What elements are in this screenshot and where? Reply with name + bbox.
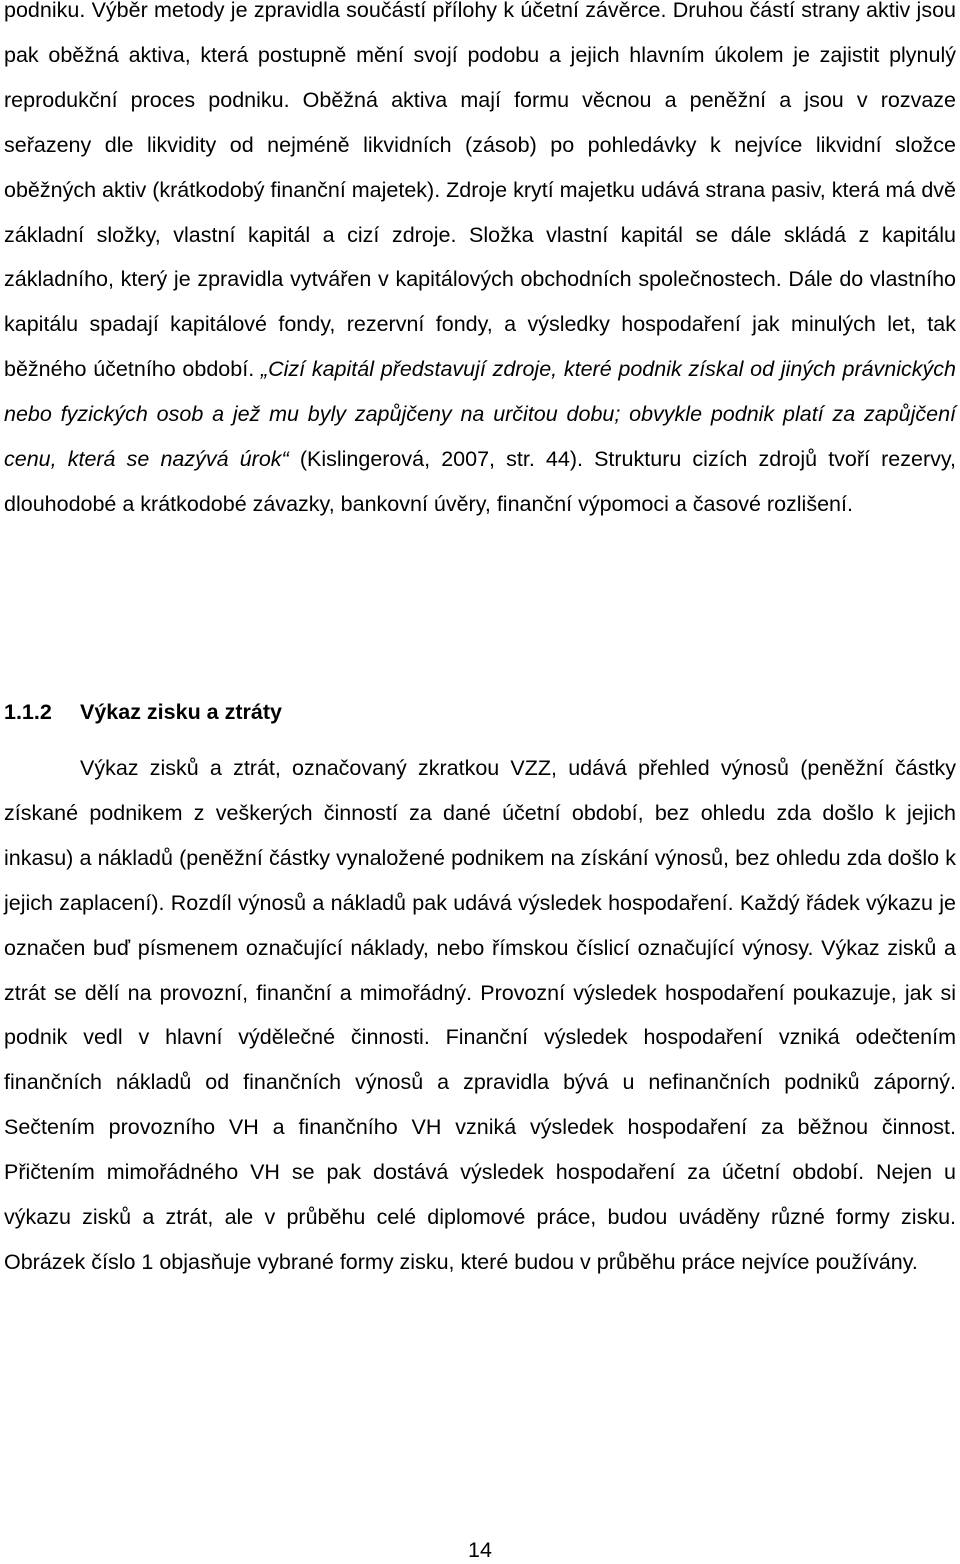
section-number: 1.1.2 xyxy=(4,700,52,724)
body-paragraph xyxy=(4,0,956,527)
section-title: Výkaz zisku a ztráty xyxy=(80,700,282,724)
paragraph-text: podniku. Výběr metody je zpravidla součástí přílohy k účetní závěrce. Druhou částí strany aktiv jsou pak oběžná aktiva, která postupně mění svojí podobu a jejich hlavním úkolem je zajistit plynulý reprodukční proces podniku. Oběžná aktiva mají formu věcnou a peněžní a jsou v rozvaze seřazeny dle likvidity od nejméně likvidních (zásob) po pohledávky k nejvíce likvidní složce oběžných aktiv (krátkodobý finanční majetek). Zdroje krytí majetku udává strana pasiv, která má dvě základní složky, vlastní kapitál a cizí zdroje. Složka vlastní kapitál se dále skládá z kapitálu základního, který je zpravidla vytvářen v kapitálových obchodních společnostech. Dále do vlastního kapitálu spadají kapitálové fondy, rezervní fondy, a výsledky hospodaření jak minulých let, tak běžného účetního období. xyxy=(4,0,957,382)
quotation-text: „Cizí kapitál představují zdroje, které podnik získal od jiných právnických nebo fyzických osob a jež mu byly zapůjčeny na určitou dobu; obvykle podnik platí za zapůjčení cenu, která se nazývá úrok“ xyxy=(4,357,956,472)
paragraph-text: (Kislingerová, 2007, str. 44). Strukturu cizích zdrojů tvoří rezervy, dlouhodobé a krátkodobé závazky, bankovní úvěry, finanční výpomoci a časové rozlišení. xyxy=(4,447,956,516)
body-paragraph: Výkaz zisků a ztrát, označovaný zkratkou VZZ, udává přehled výnosů (peněžní částky získané podnikem z veškerých činností za dané účetní období, bez ohledu zda došlo k jejich inkasu) a nákladů (peněžní částky vynaložené podnikem na získání výnosů, bez ohledu zda došlo k jejich zaplacení). Rozdíl výnosů a nákladů pak udává výsledek hospodaření. Každý řádek výkazu je označen buď písmenem označující náklady, nebo římskou číslicí označující výnosy. Výkaz zisků a ztrát se dělí na provozní, finanční a mimořádný. Provozní výsledek hospodaření poukazuje, jak si podnik vedl v hlavní výdělečné činnosti. Finanční výsledek hospodaření vzniká odečtením finančních nákladů od finančních výnosů a zpravidla bývá u nefinančních podniků záporný. Sečtením provozního VH a finančního VH vzniká výsledek hospodaření za běžnou činnost. Přičtením mimořádného VH se pak dostává výsledek hospodaření za účetní období. Nejen u výkazu zisků a ztrát, ale v průběhu celé diplomové práce, budou uváděny různé formy zisku. Obrázek číslo 1 objasňuje vybrané formy zisku, které budou v průběhu práce nejvíce používány. xyxy=(4,756,956,1274)
page-number: 14 xyxy=(468,1538,492,1562)
section-heading xyxy=(4,696,282,728)
